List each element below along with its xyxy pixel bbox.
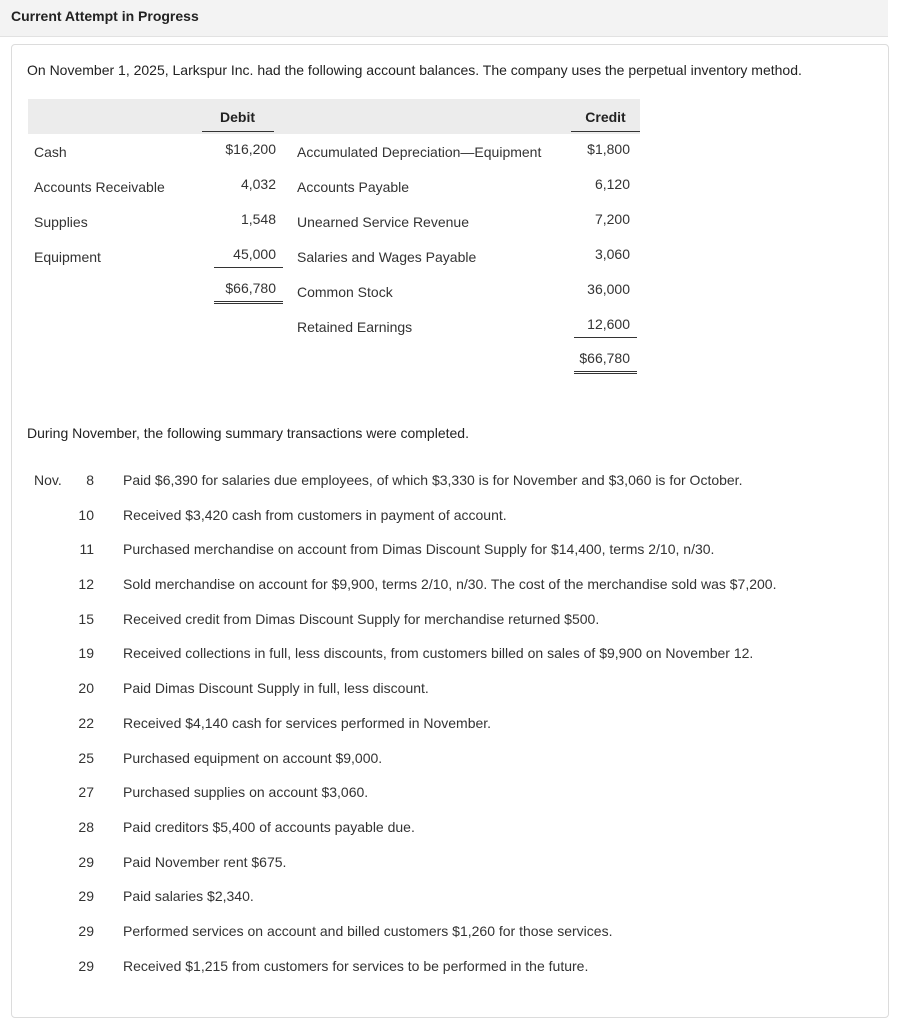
transaction-day: 22	[78, 714, 94, 731]
account-balances-table	[28, 99, 640, 379]
transaction-text: Purchased equipment on account $9,000.	[123, 749, 383, 766]
debit-account-label: Supplies	[34, 213, 88, 230]
debit-account-label: Accounts Receivable	[34, 178, 165, 195]
transaction-text: Received $1,215 from customers for services to be performed in the future.	[123, 957, 589, 974]
table-row	[28, 134, 640, 169]
transaction-text: Paid salaries $2,340.	[123, 888, 254, 905]
transaction-text: Received $4,140 cash for services performed in November.	[123, 714, 492, 731]
transaction-text: Received credit from Dimas Discount Supply for merchandise returned $500.	[123, 610, 600, 627]
credit-account-label: Common Stock	[297, 283, 393, 300]
credit-account-label: Accounts Payable	[297, 178, 410, 195]
debit-header: Debit	[192, 99, 283, 134]
transaction-day: 11	[79, 541, 94, 558]
attempt-status-title: Current Attempt in Progress	[11, 8, 199, 24]
credit-header: Credit	[571, 99, 640, 134]
question-card	[11, 44, 889, 1018]
month-label: Nov.	[34, 472, 62, 488]
transaction-day: 29	[78, 888, 94, 905]
transaction-day: 20	[78, 680, 94, 697]
transaction-text: Received $3,420 cash from customers in payment of account.	[123, 506, 507, 523]
table-row	[28, 274, 640, 309]
credit-total: $66,780	[574, 350, 637, 374]
transaction-day: 29	[78, 957, 94, 974]
balances-header-row	[28, 99, 640, 134]
credit-account-label: Salaries and Wages Payable	[297, 248, 477, 265]
debit-total: $66,780	[214, 280, 283, 304]
transaction-text: Received collections in full, less discounts, from customers billed on sales of $9,900 on November 12.	[123, 645, 754, 662]
transaction-day: 29	[78, 922, 94, 939]
debit-account-value: $16,200	[225, 141, 276, 157]
transaction-day: 12	[78, 576, 94, 593]
credit-account-label: Unearned Service Revenue	[297, 213, 469, 230]
transaction-day: 25	[78, 749, 94, 766]
credit-account-value: $1,800	[587, 141, 630, 157]
transaction-day: 10	[78, 506, 94, 523]
transaction-day: 15	[78, 610, 94, 627]
credit-account-value: 12,600	[574, 316, 637, 338]
transaction-day: 29	[78, 853, 94, 870]
attempt-header	[0, 0, 888, 37]
table-row	[28, 344, 640, 379]
transaction-day: 19	[78, 645, 94, 662]
transaction-text: Purchased supplies on account $3,060.	[123, 784, 369, 801]
table-row	[28, 309, 640, 344]
transaction-text: Purchased merchandise on account from Dimas Discount Supply for $14,400, terms 2/10, n/30.	[123, 541, 715, 558]
transaction-text: Paid November rent $675.	[123, 853, 287, 870]
debit-account-label: Equipment	[34, 248, 101, 265]
debit-account-label: Cash	[34, 143, 67, 160]
transaction-text: Performed services on account and billed customers $1,260 for those services.	[123, 922, 613, 939]
debit-account-value: 45,000	[214, 246, 283, 268]
credit-account-value: 36,000	[587, 281, 630, 297]
debit-account-value: 1,548	[240, 211, 276, 227]
table-row	[28, 204, 640, 239]
transaction-day: 27	[78, 784, 94, 801]
transaction-text: Paid $6,390 for salaries due employees, of which $3,330 is for November and $3,060 is for October.	[123, 472, 743, 488]
transaction-day: 28	[78, 818, 94, 835]
transaction-text: Sold merchandise on account for $9,900, terms 2/10, n/30. The cost of the merchandise sold was $7,200.	[123, 576, 777, 593]
intro-text: On November 1, 2025, Larkspur Inc. had the following account balances. The company uses the perpetual inventory method.	[27, 62, 802, 78]
transaction-text: Paid creditors $5,400 of accounts payable due.	[123, 818, 415, 835]
transactions-intro: During November, the following summary transactions were completed.	[27, 425, 469, 441]
credit-account-value: 6,120	[594, 176, 630, 192]
credit-account-value: 3,060	[594, 246, 630, 262]
credit-account-label: Accumulated Depreciation—Equipment	[297, 143, 542, 160]
table-row	[28, 169, 640, 204]
transaction-day: 8	[86, 472, 94, 488]
credit-account-label: Retained Earnings	[297, 318, 413, 335]
debit-account-value: 4,032	[240, 176, 276, 192]
transaction-text: Paid Dimas Discount Supply in full, less discount.	[123, 680, 429, 697]
table-row	[28, 239, 640, 274]
credit-account-value: 7,200	[594, 211, 630, 227]
